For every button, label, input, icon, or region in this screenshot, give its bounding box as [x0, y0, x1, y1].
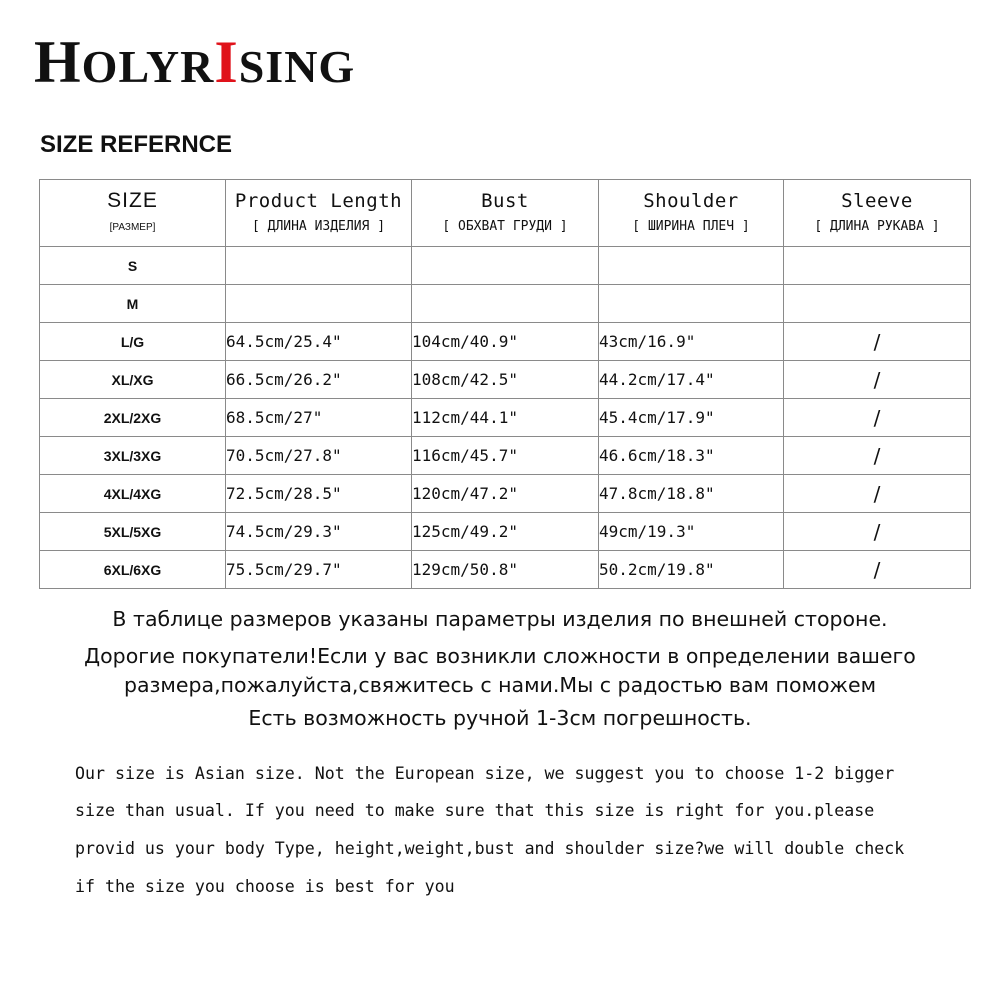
shoulder-cell: 50.2cm/19.8" [599, 551, 784, 589]
bust-cell: 112cm/44.1" [412, 399, 599, 437]
table-row [40, 513, 971, 551]
english-note-line: if the size you choose is best for you [75, 877, 455, 896]
size-cell: 6XL/6XG [40, 551, 226, 589]
size-cell: 5XL/5XG [40, 513, 226, 551]
shoulder-cell [599, 285, 784, 323]
shoulder-cell: 49cm/19.3" [599, 513, 784, 551]
sleeve-cell: / [784, 551, 971, 589]
length-cell: 70.5cm/27.8" [226, 437, 412, 475]
length-cell [226, 247, 412, 285]
size-cell: XL/XG [40, 361, 226, 399]
length-cell: 72.5cm/28.5" [226, 475, 412, 513]
shoulder-cell [599, 247, 784, 285]
size-cell: M [40, 285, 226, 323]
bust-cell: 120cm/47.2" [412, 475, 599, 513]
sleeve-cell: / [784, 361, 971, 399]
bust-cell [412, 247, 599, 285]
size-cell: 4XL/4XG [40, 475, 226, 513]
header-shoulder [599, 180, 784, 247]
bust-cell: 104cm/40.9" [412, 323, 599, 361]
sleeve-cell: / [784, 323, 971, 361]
shoulder-cell: 45.4cm/17.9" [599, 399, 784, 437]
bust-cell: 116cm/45.7" [412, 437, 599, 475]
size-cell: S [40, 247, 226, 285]
english-note-line: Our size is Asian size. Not the European size, we suggest you to choose 1-2 bigger [75, 764, 895, 783]
header-main: Sleeve [841, 190, 913, 212]
header-sub: [ ДЛИНА ИЗДЕЛИЯ ] [251, 219, 386, 234]
table-row [40, 361, 971, 399]
bust-cell: 108cm/42.5" [412, 361, 599, 399]
bust-cell: 125cm/49.2" [412, 513, 599, 551]
header-main: SIZE [107, 189, 158, 212]
table-row [40, 285, 971, 323]
sleeve-cell: / [784, 437, 971, 475]
table-row [40, 247, 971, 285]
bust-cell [412, 285, 599, 323]
russian-note-line: размера,пожалуйста,свяжитесь с нами.Мы с радостью вам поможем [123, 673, 877, 697]
russian-note-line: В таблице размеров указаны параметры изделия по внешней стороне. [112, 607, 888, 631]
length-cell: 66.5cm/26.2" [226, 361, 412, 399]
sleeve-cell: / [784, 399, 971, 437]
length-cell: 75.5cm/29.7" [226, 551, 412, 589]
table-row [40, 399, 971, 437]
header-main: Product Length [234, 190, 403, 212]
table-header-row [40, 180, 971, 247]
sleeve-cell: / [784, 475, 971, 513]
header-length [226, 180, 412, 247]
size-cell: 2XL/2XG [40, 399, 226, 437]
sleeve-cell [784, 285, 971, 323]
header-sub: [ ДЛИНА РУКАВА ] [814, 219, 940, 234]
header-bust [412, 180, 599, 247]
length-cell [226, 285, 412, 323]
sleeve-cell [784, 247, 971, 285]
shoulder-cell: 46.6cm/18.3" [599, 437, 784, 475]
shoulder-cell: 47.8cm/18.8" [599, 475, 784, 513]
shoulder-cell: 43cm/16.9" [599, 323, 784, 361]
header-sub: [ ОБХВАТ ГРУДИ ] [442, 219, 568, 234]
table-row [40, 323, 971, 361]
page-title: SIZE REFERNCE [40, 131, 233, 158]
english-note-line: size than usual. If you need to make sure that this size is right for you.please [75, 801, 875, 820]
header-size [40, 180, 226, 247]
russian-note-line: Есть возможность ручной 1-3см погрешность. [248, 706, 752, 730]
length-cell: 64.5cm/25.4" [226, 323, 412, 361]
size-table [39, 179, 971, 589]
header-main: Bust [481, 190, 529, 212]
bust-cell: 129cm/50.8" [412, 551, 599, 589]
header-main: Shoulder [643, 190, 739, 212]
table-row [40, 437, 971, 475]
english-note-line: provid us your body Type, height,weight,bust and shoulder size?we will double check [75, 839, 905, 858]
header-sub: [РАЗМЕР] [109, 222, 156, 233]
shoulder-cell: 44.2cm/17.4" [599, 361, 784, 399]
table-row [40, 475, 971, 513]
length-cell: 68.5cm/27" [226, 399, 412, 437]
size-cell: L/G [40, 323, 226, 361]
table-row [40, 551, 971, 589]
sleeve-cell: / [784, 513, 971, 551]
header-sub: [ ШИРИНА ПЛЕЧ ] [632, 219, 750, 234]
brand-logo: HOLYRISING [34, 29, 356, 95]
russian-note-line: Дорогие покупатели!Если у вас возникли сложности в определении вашего [84, 644, 916, 668]
size-cell: 3XL/3XG [40, 437, 226, 475]
header-sleeve [784, 180, 971, 247]
length-cell: 74.5cm/29.3" [226, 513, 412, 551]
